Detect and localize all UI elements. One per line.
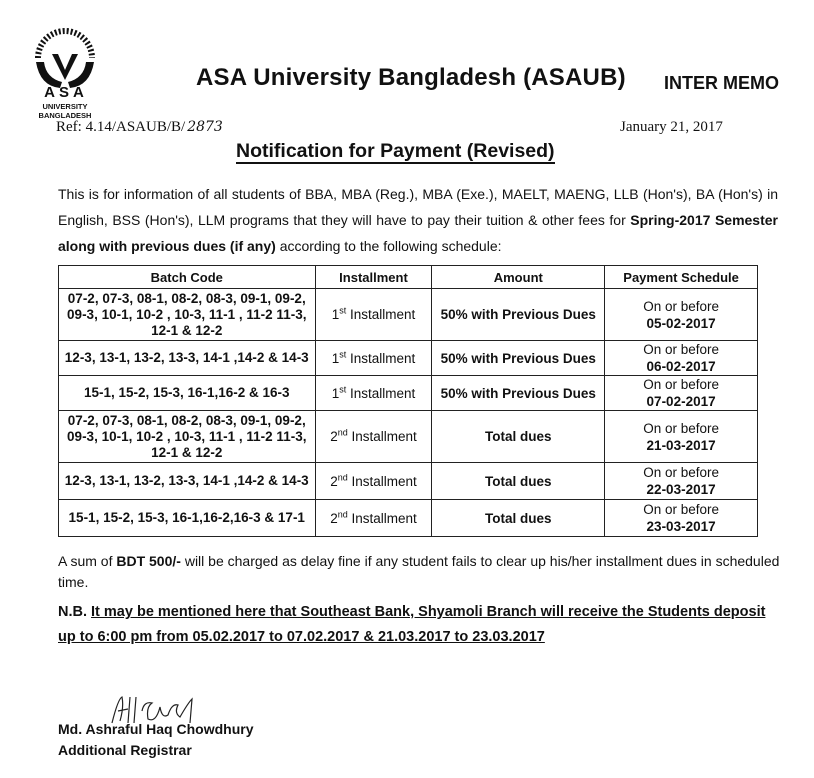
reference-label: Ref: 4.14/ASAUB/B/	[56, 119, 186, 135]
installment-suffix: nd	[337, 509, 348, 519]
schedule-date: 23-03-2017	[646, 519, 716, 534]
batch-code-cell: 12-3, 13-1, 13-2, 13-3, 14-1 ,14-2 & 14-3	[59, 341, 316, 376]
nb-note	[58, 600, 780, 650]
fine-text-2: will be charged as delay fine if any student fails to clear up his/her installment dues in scheduled time.	[58, 553, 780, 590]
schedule-label: On or before	[643, 342, 719, 357]
schedule-cell	[605, 376, 758, 411]
memo-type: INTER MEMO	[664, 73, 779, 93]
header-batch-code: Batch Code	[59, 266, 316, 289]
university-name: ASA University Bangladesh (ASAUB)	[196, 64, 626, 91]
logo-subtext	[22, 102, 108, 120]
installment-suffix: st	[339, 349, 347, 359]
amount-cell: 50% with Previous Dues	[432, 341, 605, 376]
installment-suffix: nd	[337, 472, 348, 482]
installment-suffix: st	[339, 384, 347, 394]
installment-label: Installment	[346, 385, 416, 401]
installment-suffix: nd	[337, 427, 348, 438]
intro-paragraph	[58, 181, 778, 259]
schedule-date: 22-03-2017	[646, 482, 716, 497]
batch-code-cell: 15-1, 15-2, 15-3, 16-1,16-2 & 16-3	[59, 376, 316, 411]
logo-subtext-line2: BANGLADESH	[38, 111, 92, 120]
intro-text-bold: Spring-2017 Semester along with previous dues (if any)	[58, 212, 778, 254]
batch-code-cell: 15-1, 15-2, 15-3, 16-1,16-2,16-3 & 17-1	[59, 500, 316, 537]
installment-suffix: st	[339, 305, 347, 316]
schedule-label: On or before	[643, 298, 719, 314]
schedule-date: 07-02-2017	[646, 394, 716, 409]
installment-cell	[315, 376, 432, 411]
notice-title: Notification for Payment (Revised)	[236, 140, 555, 162]
schedule-cell	[605, 289, 758, 341]
schedule-cell	[605, 500, 758, 537]
installment-number: 1	[331, 307, 340, 322]
logo-subtext-line1: UNIVERSITY	[42, 102, 88, 111]
installment-label: Installment	[347, 429, 417, 444]
reference-number: 2873	[187, 119, 223, 135]
table-row	[59, 376, 758, 411]
sun-rays-icon	[38, 31, 92, 58]
schedule-label: On or before	[643, 465, 719, 480]
header-amount: Amount	[432, 266, 605, 289]
logo-asa-text: ASA	[44, 84, 88, 101]
amount-cell: Total dues	[432, 463, 605, 500]
delay-fine-paragraph	[58, 551, 780, 593]
fine-text-1: A sum of	[58, 553, 117, 569]
installment-label: Installment	[347, 473, 417, 489]
installment-cell	[315, 411, 432, 463]
intro-text-1: This is for information of all students of BBA, MBA (Reg.), MBA (Exe.), MAELT, MAENG, LLB (Hon's), BA (Hon's) in English, BSS (Hon's), LLM programs that they will have to pay their tuition & other fees for	[58, 186, 778, 228]
book-icon	[52, 54, 78, 80]
intro-text-2: according to the following schedule:	[275, 238, 502, 254]
table-row	[59, 411, 758, 463]
installment-label: Installment	[346, 307, 416, 322]
installment-cell	[315, 289, 432, 341]
amount-cell: 50% with Previous Dues	[432, 376, 605, 411]
schedule-label: On or before	[643, 420, 719, 436]
schedule-cell	[605, 463, 758, 500]
table-row	[59, 500, 758, 537]
fine-amount: BDT 500/-	[116, 553, 181, 569]
signatory-designation: Additional Registrar	[58, 742, 192, 758]
batch-code-cell: 07-2, 07-3, 08-1, 08-2, 08-3, 09-1, 09-2, 09-3, 10-1, 10-2 , 10-3, 11-1 , 11-2 11-3, 12-1 & 12-2	[59, 289, 316, 341]
installment-label: Installment	[347, 510, 417, 526]
signatory-name: Md. Ashraful Haq Chowdhury	[58, 721, 254, 737]
amount-cell: 50% with Previous Dues	[432, 289, 605, 341]
table-row	[59, 341, 758, 376]
installment-label: Installment	[346, 350, 416, 366]
table-header-row	[59, 266, 758, 289]
installment-cell	[315, 463, 432, 500]
schedule-label: On or before	[643, 377, 719, 392]
installment-number: 2	[330, 429, 338, 444]
header-installment: Installment	[315, 266, 432, 289]
installment-cell	[315, 500, 432, 537]
schedule-cell	[605, 411, 758, 463]
table-row	[59, 289, 758, 341]
schedule-date: 06-02-2017	[646, 359, 716, 374]
amount-cell: Total dues	[432, 500, 605, 537]
schedule-date: 21-03-2017	[646, 437, 716, 453]
header-payment-schedule: Payment Schedule	[605, 266, 758, 289]
batch-code-cell: 07-2, 07-3, 08-1, 08-2, 08-3, 09-1, 09-2, 09-3, 10-1, 10-2 , 10-3, 11-1 , 11-2 11-3, 12-1 & 12-2	[59, 411, 316, 463]
nb-label: N.B.	[58, 604, 92, 620]
installment-number: 1	[331, 385, 340, 401]
batch-code-cell: 12-3, 13-1, 13-2, 13-3, 14-1 ,14-2 & 14-3	[59, 463, 316, 500]
table-row	[59, 463, 758, 500]
payment-schedule-table	[58, 265, 758, 537]
amount-cell: Total dues	[432, 411, 605, 463]
schedule-cell	[605, 341, 758, 376]
schedule-date: 05-02-2017	[646, 315, 716, 331]
reference	[56, 119, 223, 136]
installment-cell	[315, 341, 432, 376]
installment-number: 2	[330, 510, 338, 526]
installment-number: 1	[331, 350, 340, 366]
installment-number: 2	[330, 473, 338, 489]
schedule-label: On or before	[643, 502, 719, 517]
memo-date: January 21, 2017	[620, 119, 723, 135]
nb-text: It may be mentioned here that Southeast Bank, Shyamoli Branch will receive the Students deposit up to 6:00 pm from 05.02.2017 to 07.02.2017 & 21.03.2017 to 23.03.2017	[58, 604, 766, 645]
